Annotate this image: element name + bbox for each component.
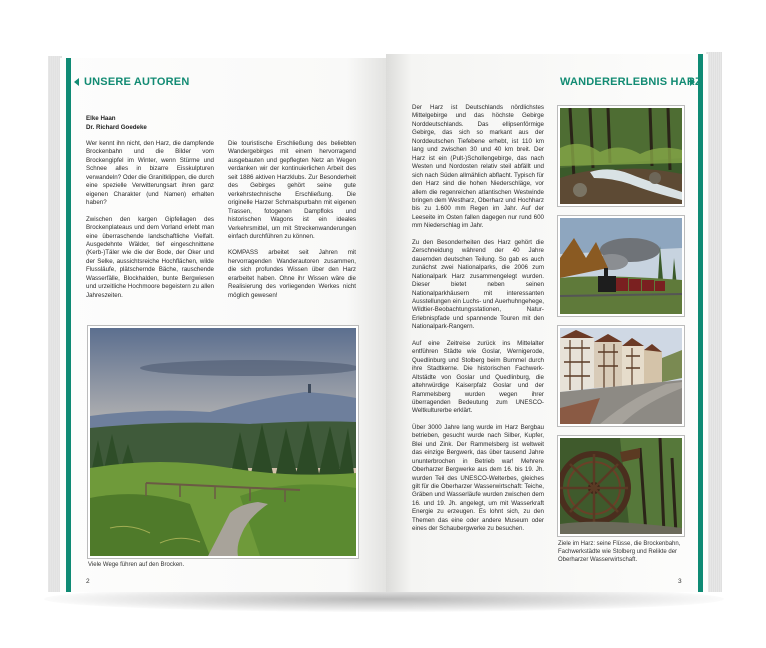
paragraph: Der Harz ist Deutschlands nördlichstes Mittelgebirge und das höchste Gebirge Norddeutschlands. Das ellipsenförmige Gebirge, das sich so markant aus der Norddeutschen Tiefebene erhebt, ist 110 km lang und zwischen 30 und 40 km breit. Der Harz ist ein (Pult-)Schollengebirge, das nach Westen und Nordosten relativ steil abfällt und sich nach Süden allmählich abflacht. Typisch für den Harz sind die hohen Niederschläge, vor allem die regenreichen atlantischen Westwinde bringen dem Westharz, Oberharz und Hochharz bis zu 1.600 mm Regen im Jahr. Auf der Leeseite im Osten fallen dagegen nur rund 600 mm Niederschlag im Jahr. — [412, 104, 544, 230]
half-timbered-town-photo — [558, 326, 684, 426]
steam-train-photo — [558, 216, 684, 316]
paragraph: Zwischen den kargen Gipfellagen des Brockenplateaus und dem Vorland erlebt man eine überraschende landschaftliche Vielfalt. Ausgedehnte Wälder, tief eingeschnittene (Kerb-)Täler wie die der Bode, der Oker und der Selke, aussichtsreiche Hochflächen, wilde Flussläufe, plätschernde Bäche, rauschende Wasserfälle, Blockhalden, bunte Bergwiesen und urzeitliche Hochmoore begeistern zu allen Jahreszeiten. — [86, 215, 214, 299]
right-caret-icon — [690, 78, 695, 86]
right-page-header: WANDERERLEBNIS HARZ — [560, 76, 702, 88]
paragraph: Über 3000 Jahre lang wurde im Harz Bergbau betrieben, gesucht wurde nach Silber, Kupfer, Blei und Zink. Der Rammelsberg ist weltweit das einzige Bergwerk, das über tausend Jahre ununterbrochen in Betrieb war! Mehrere Oberharzer Bergwerke aus dem 16. bis 19. Jh. wurden Teil des UNESCO-Welterbes, gleiches gilt für die Oberharzer Wasserwirtschaft: Teiche, Gräben und Wasserläufe wurden zwischen dem 16. und 19. Jh. angelegt, um mit Wasserkraft Energie zu erzeugen. Es lohnt sich, zu den Themen das eine oder andere Museum oder eines der Schaubergwerke zu besuchen. — [412, 423, 544, 533]
right-accent-bar — [698, 54, 703, 592]
left-text-column-1 — [86, 140, 214, 308]
left-caret-icon — [74, 78, 79, 86]
paragraph: Wer kennt ihn nicht, den Harz, die dampfende Brockenbahn und die Bilder vom Brockengipfel im Winter, wenn Stürme und Schnee alles in bizarre Eisskulpturen verwandeln? Oder die Granitklippen, die durch eine spezielle Verwitterungsart ihren ganz eigenen Charakter (und Namen) erhalten haben? — [86, 140, 214, 207]
author-names — [86, 114, 147, 132]
brocken-landscape-photo — [88, 326, 358, 558]
paragraph: KOMPASS arbeitet seit Jahren mit hervorragenden Wanderautoren zusammen, die sich profundes Wissen über den Harz erarbeitet haben. Ohne ihr Wissen wäre die Realisierung des vorliegenden Werkes nicht möglich gewesen! — [228, 249, 356, 299]
river-photo — [558, 106, 684, 206]
author-name: Elke Haan — [86, 115, 116, 122]
paragraph: Auf eine Zeitreise zurück ins Mittelalter entführen Städte wie Goslar, Wernigerode, Quedlinburg und Stolberg beim Bummel durch ihre Stadtkerne. Die historischen Fachwerk-Altstädte von Goslar und Quedlinburg, die altehrwürdige Kaiserpfalz Goslar und der Rammelsberg wurden wegen ihrer überragenden Bedeutung zum UNESCO-Weltkulturerbe erklärt. — [412, 339, 544, 415]
paragraph: Die touristische Erschließung des beliebten Wandergebirges mit einem hervorragend ausgebauten und gepflegten Netz an Wegen verdanken wir der kontinuierlichen Arbeit des seit 1886 aktiven Harzklubs. Zur Besonderheit des Gebirges gehört seine gute verkehrstechnische Erschließung. Die originelle Harzer Schmalspurbahn mit eigenen Trassen, fotogenen Dampfloks und historischen Wagons ist ein ideales Verkehrsmittel, um mit Streckenwanderungen einfach durchführen zu können. — [228, 140, 356, 240]
left-text-column-2 — [228, 140, 356, 308]
author-name: Dr. Richard Goedeke — [86, 124, 147, 131]
page-edges-right — [706, 52, 722, 592]
left-photo-caption: Viele Wege führen auf den Brocken. — [88, 562, 185, 568]
left-page — [60, 58, 386, 592]
paragraph: Zu den Besonderheiten des Harz gehört die Zerschneidung während der 40 Jahre dauernden deutschen Teilung. So gab es auch zunächst zwei Nationalparks, die 2006 zum Nationalpark Harz zusammengelegt wurden. Dieser bietet neben seinen Nationalparkhäusern mit interessanten Ausstellungen ein Luchs- und Auerhuhngehege, Wildtier-Beobachtungsstationen, Natur-Erlebnispfade und spannende Touren mit den Nationalpark-Rangern. — [412, 238, 544, 331]
page-number-left: 2 — [86, 578, 90, 585]
right-photo-caption: Ziele im Harz: seine Flüsse, die Brockenbahn, Fachwerkstädte wie Stolberg und Relikte der Oberharzer Wasserwirtschaft. — [558, 541, 681, 563]
left-page-header: UNSERE AUTOREN — [84, 76, 190, 88]
right-text-column — [412, 104, 544, 542]
left-accent-bar — [66, 58, 71, 592]
right-page — [386, 54, 708, 592]
page-number-right: 3 — [678, 578, 682, 585]
water-wheel-photo — [558, 436, 684, 536]
